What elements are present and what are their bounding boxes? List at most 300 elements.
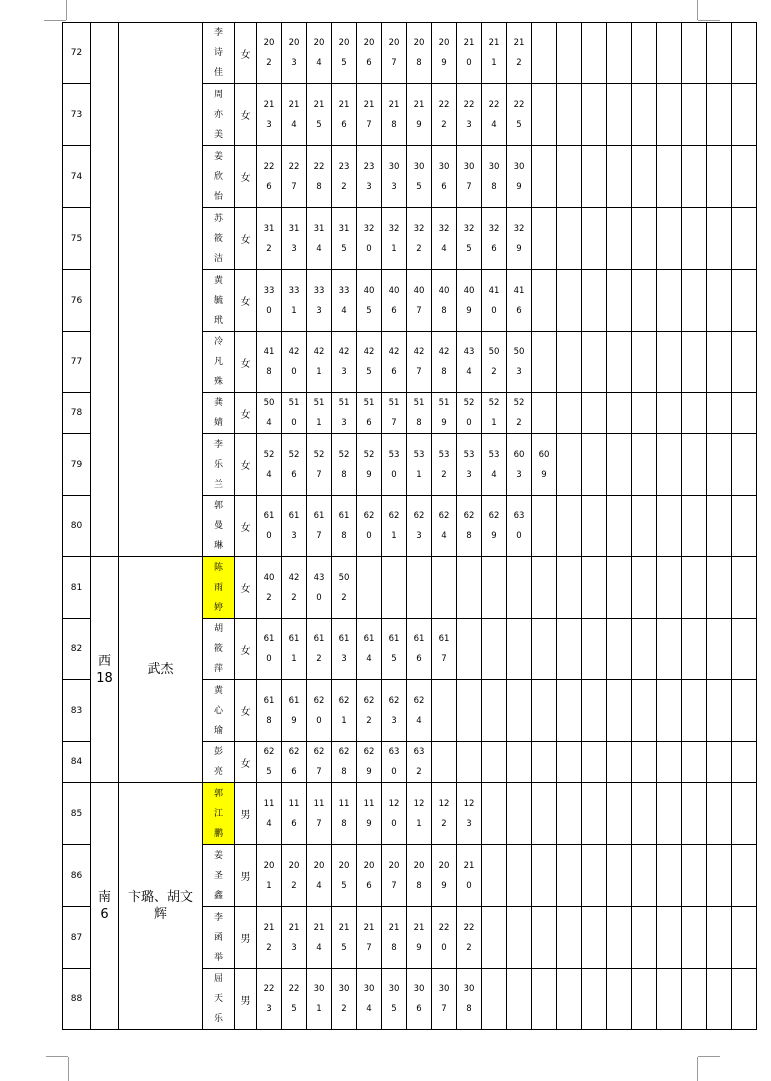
value-digit: 20 (413, 38, 425, 48)
value-digit: 2 (266, 58, 272, 68)
value-digit: 8 (341, 818, 347, 829)
row-number: 72 (63, 23, 91, 84)
value-digit: 30 (388, 984, 400, 994)
value-cell (432, 393, 457, 434)
value-cell (482, 845, 507, 907)
value-digit: 21 (388, 922, 400, 933)
value-cell (557, 434, 582, 496)
value-cell (432, 23, 457, 84)
value-cell (257, 742, 282, 783)
value-cell (532, 619, 557, 680)
name-char: 冷 (213, 337, 223, 347)
value-digit: 2 (441, 119, 447, 130)
value-cell (457, 907, 482, 969)
value-digit: 30 (438, 161, 450, 172)
value-cell (457, 742, 482, 783)
value-cell (682, 969, 707, 1030)
name-char: 陈 (213, 562, 223, 573)
value-cell (432, 496, 457, 557)
value-cell (657, 557, 682, 619)
value-cell (432, 907, 457, 969)
value-digit: 1 (291, 305, 297, 316)
value-digit: 52 (363, 449, 375, 460)
value-digit: 0 (291, 418, 297, 428)
value-cell (582, 208, 607, 270)
value-digit: 3 (516, 367, 522, 377)
value-digit: 33 (263, 285, 275, 296)
value-cell (607, 332, 632, 393)
row-number: 76 (63, 270, 91, 332)
name-char: 胡 (213, 624, 223, 634)
value-digit: 30 (313, 984, 325, 994)
value-cell (532, 496, 557, 557)
value-digit: 4 (316, 243, 322, 254)
value-cell (257, 23, 282, 84)
value-cell (632, 496, 657, 557)
value-digit: 5 (341, 58, 347, 68)
value-digit: 4 (266, 818, 272, 829)
value-cell (657, 146, 682, 208)
value-digit: 9 (516, 181, 522, 192)
value-digit: 1 (391, 243, 397, 254)
area-cell: 西 18 (91, 557, 119, 783)
value-cell (457, 23, 482, 84)
value-digit: 7 (416, 305, 422, 316)
value-digit: 42 (313, 347, 325, 357)
value-digit: 21 (313, 99, 325, 110)
value-cell (532, 23, 557, 84)
name-char: 龚 (213, 398, 223, 408)
value-digit: 51 (338, 398, 350, 408)
value-digit: 60 (538, 449, 550, 460)
value-digit: 0 (391, 469, 397, 480)
value-digit: 41 (488, 285, 500, 296)
value-digit: 3 (391, 715, 397, 726)
value-cell (532, 434, 557, 496)
name-char: 举 (213, 952, 223, 963)
value-digit: 42 (288, 347, 300, 357)
value-cell (482, 23, 507, 84)
value-digit: 12 (413, 798, 425, 809)
value-cell (257, 557, 282, 619)
value-digit: 2 (266, 942, 272, 953)
value-digit: 2 (341, 592, 347, 603)
value-digit: 6 (291, 767, 297, 777)
row-number: 82 (63, 619, 91, 680)
value-cell (732, 907, 757, 969)
value-digit: 20 (438, 860, 450, 871)
value-digit: 32 (438, 223, 450, 234)
value-cell (732, 146, 757, 208)
value-digit: 21 (288, 922, 300, 933)
value-digit: 0 (366, 531, 372, 541)
value-cell (432, 557, 457, 619)
student-name (203, 496, 235, 557)
value-digit: 3 (391, 181, 397, 192)
value-digit: 32 (363, 223, 375, 234)
student-name (203, 557, 235, 619)
name-char: 屈 (213, 974, 223, 984)
value-cell (282, 146, 307, 208)
value-cell (407, 23, 432, 84)
value-digit: 0 (391, 818, 397, 829)
value-digit: 8 (391, 942, 397, 953)
value-digit: 61 (338, 511, 350, 521)
value-cell (707, 146, 732, 208)
value-digit: 6 (416, 654, 422, 664)
value-cell (482, 969, 507, 1030)
value-cell (532, 270, 557, 332)
value-cell (432, 208, 457, 270)
value-digit: 40 (438, 285, 450, 296)
value-cell (407, 742, 432, 783)
name-char: 李 (213, 439, 223, 450)
value-digit: 21 (263, 99, 275, 110)
value-cell (332, 557, 357, 619)
value-cell (457, 393, 482, 434)
crop-mark-top-right-v (697, 0, 698, 20)
value-cell (707, 619, 732, 680)
value-cell (682, 146, 707, 208)
value-cell (482, 208, 507, 270)
value-digit: 40 (463, 285, 475, 296)
value-cell (582, 84, 607, 146)
value-digit: 4 (366, 1004, 372, 1014)
value-digit: 40 (263, 572, 275, 583)
value-cell (582, 783, 607, 845)
name-char: 琳 (213, 541, 223, 551)
name-char: 毓 (213, 295, 223, 306)
value-cell (307, 907, 332, 969)
value-digit: 62 (413, 511, 425, 521)
value-cell (407, 434, 432, 496)
value-cell (732, 557, 757, 619)
row-number: 73 (63, 84, 91, 146)
value-cell (682, 332, 707, 393)
value-cell (407, 208, 432, 270)
name-char: 李 (213, 28, 223, 38)
value-cell (357, 969, 382, 1030)
row-number: 79 (63, 434, 91, 496)
value-cell (307, 619, 332, 680)
name-char: 黄 (213, 275, 223, 286)
value-digit: 51 (388, 398, 400, 408)
name-char: 周 (213, 89, 223, 100)
value-cell (557, 783, 582, 845)
value-digit: 6 (391, 305, 397, 316)
value-cell (307, 680, 332, 742)
value-cell (457, 332, 482, 393)
value-cell (357, 270, 382, 332)
value-cell (632, 146, 657, 208)
value-cell (607, 146, 632, 208)
value-cell (457, 146, 482, 208)
value-digit: 21 (413, 99, 425, 110)
value-cell (557, 496, 582, 557)
value-cell (307, 208, 332, 270)
value-digit: 22 (513, 99, 525, 110)
sex-cell: 女 (235, 434, 257, 496)
value-cell (257, 393, 282, 434)
value-cell (582, 969, 607, 1030)
value-cell (632, 742, 657, 783)
value-cell (732, 619, 757, 680)
value-digit: 7 (366, 942, 372, 953)
value-digit: 20 (413, 860, 425, 871)
value-digit: 11 (288, 798, 300, 809)
value-digit: 62 (263, 747, 275, 757)
value-digit: 1 (291, 654, 297, 664)
value-digit: 52 (488, 398, 500, 408)
value-digit: 32 (388, 223, 400, 234)
value-digit: 20 (263, 38, 275, 48)
value-cell (657, 742, 682, 783)
value-digit: 8 (341, 531, 347, 541)
value-digit: 63 (513, 511, 525, 521)
crop-mark-bottom-right-v (697, 1057, 698, 1081)
value-digit: 0 (316, 592, 322, 603)
value-cell (657, 907, 682, 969)
name-char: 亮 (213, 767, 223, 777)
value-digit: 11 (363, 798, 375, 809)
value-digit: 30 (363, 984, 375, 994)
value-digit: 8 (466, 1004, 472, 1014)
name-char: 筱 (213, 644, 223, 654)
crop-mark-top-left-h (44, 20, 66, 21)
value-digit: 5 (516, 119, 522, 130)
value-cell (282, 742, 307, 783)
value-digit: 33 (288, 285, 300, 296)
value-digit: 33 (313, 285, 325, 296)
value-cell (582, 742, 607, 783)
value-cell (357, 783, 382, 845)
value-digit: 0 (316, 715, 322, 726)
value-digit: 20 (313, 860, 325, 871)
value-digit: 62 (363, 511, 375, 521)
value-digit: 9 (366, 469, 372, 480)
value-cell (732, 393, 757, 434)
value-digit: 21 (513, 38, 525, 48)
value-digit: 3 (291, 942, 297, 953)
row-number: 80 (63, 496, 91, 557)
value-cell (557, 208, 582, 270)
value-digit: 61 (438, 634, 450, 644)
value-cell (307, 270, 332, 332)
name-char: 鹏 (213, 828, 223, 839)
value-cell (482, 496, 507, 557)
value-digit: 53 (388, 449, 400, 460)
value-digit: 6 (291, 469, 297, 480)
sex-cell: 男 (235, 783, 257, 845)
value-digit: 20 (288, 860, 300, 871)
value-digit: 40 (388, 285, 400, 296)
value-digit: 8 (416, 58, 422, 68)
value-cell (507, 332, 532, 393)
value-cell (507, 557, 532, 619)
value-digit: 1 (416, 818, 422, 829)
value-cell (607, 742, 632, 783)
value-digit: 3 (341, 367, 347, 377)
value-digit: 51 (438, 398, 450, 408)
value-digit: 5 (366, 305, 372, 316)
value-cell (507, 680, 532, 742)
value-digit: 9 (466, 305, 472, 316)
value-cell (432, 84, 457, 146)
value-cell (257, 680, 282, 742)
value-cell (657, 84, 682, 146)
value-cell (557, 332, 582, 393)
value-cell (482, 619, 507, 680)
value-cell (457, 680, 482, 742)
value-digit: 0 (466, 58, 472, 68)
value-cell (382, 742, 407, 783)
value-digit: 4 (441, 531, 447, 541)
value-digit: 9 (491, 531, 497, 541)
value-digit: 3 (516, 469, 522, 480)
value-cell (332, 84, 357, 146)
value-cell (682, 496, 707, 557)
value-digit: 50 (513, 347, 525, 357)
student-name (203, 208, 235, 270)
value-digit: 52 (263, 449, 275, 460)
value-digit: 7 (316, 469, 322, 480)
value-cell (732, 84, 757, 146)
value-cell (532, 969, 557, 1030)
value-cell (507, 270, 532, 332)
value-cell (582, 146, 607, 208)
value-cell (707, 23, 732, 84)
name-char: 筱 (213, 233, 223, 244)
value-digit: 53 (488, 449, 500, 460)
value-cell (657, 434, 682, 496)
value-digit: 62 (338, 695, 350, 706)
value-digit: 7 (366, 119, 372, 130)
student-name (203, 332, 235, 393)
crop-mark-bottom-left-v (68, 1057, 69, 1081)
value-cell (732, 742, 757, 783)
value-cell (682, 434, 707, 496)
value-digit: 2 (291, 592, 297, 603)
value-digit: 22 (288, 984, 300, 994)
sex-cell: 女 (235, 208, 257, 270)
value-digit: 32 (513, 223, 525, 234)
value-digit: 6 (391, 367, 397, 377)
value-digit: 0 (366, 243, 372, 254)
value-digit: 7 (316, 818, 322, 829)
value-digit: 1 (266, 880, 272, 891)
value-digit: 9 (441, 418, 447, 428)
value-cell (407, 907, 432, 969)
value-digit: 9 (416, 119, 422, 130)
value-digit: 3 (291, 531, 297, 541)
value-digit: 4 (316, 942, 322, 953)
value-cell (682, 783, 707, 845)
value-cell (357, 680, 382, 742)
value-digit: 6 (341, 119, 347, 130)
value-digit: 62 (363, 695, 375, 706)
value-cell (282, 496, 307, 557)
value-digit: 2 (441, 818, 447, 829)
value-digit: 30 (463, 161, 475, 172)
value-cell (457, 619, 482, 680)
value-digit: 61 (363, 634, 375, 644)
name-char: 萍 (213, 664, 223, 674)
student-name (203, 742, 235, 783)
name-char: 玳 (213, 315, 223, 326)
value-cell (632, 84, 657, 146)
value-digit: 7 (441, 1004, 447, 1014)
value-cell (507, 619, 532, 680)
value-digit: 30 (388, 161, 400, 172)
sex-cell: 女 (235, 23, 257, 84)
value-cell (307, 496, 332, 557)
name-char: 殊 (213, 377, 223, 387)
value-cell (357, 845, 382, 907)
name-char: 乐 (213, 1014, 223, 1024)
value-digit: 0 (266, 531, 272, 541)
value-cell (507, 907, 532, 969)
value-cell (632, 393, 657, 434)
value-digit: 3 (291, 58, 297, 68)
value-cell (432, 619, 457, 680)
value-cell (657, 680, 682, 742)
value-cell (657, 208, 682, 270)
value-digit: 1 (391, 531, 397, 541)
value-cell (532, 146, 557, 208)
sex-cell: 女 (235, 680, 257, 742)
value-cell (307, 23, 332, 84)
value-cell (307, 332, 332, 393)
value-digit: 2 (516, 58, 522, 68)
value-cell (557, 907, 582, 969)
value-digit: 5 (266, 767, 272, 777)
value-cell (557, 557, 582, 619)
name-char: 郭 (213, 788, 223, 799)
value-digit: 12 (463, 798, 475, 809)
value-cell (332, 23, 357, 84)
value-cell (257, 146, 282, 208)
value-cell (507, 845, 532, 907)
crop-mark-bottom-right-h (698, 1056, 720, 1057)
crop-mark-bottom-left-h (46, 1056, 68, 1057)
value-cell (357, 332, 382, 393)
value-cell (707, 680, 732, 742)
value-cell (432, 146, 457, 208)
value-digit: 61 (288, 695, 300, 706)
value-digit: 2 (316, 654, 322, 664)
table-row (63, 783, 757, 845)
value-cell (282, 783, 307, 845)
value-digit: 3 (341, 654, 347, 664)
value-digit: 9 (441, 880, 447, 891)
value-digit: 42 (388, 347, 400, 357)
value-cell (632, 23, 657, 84)
value-cell (582, 434, 607, 496)
value-cell (257, 332, 282, 393)
value-cell (657, 393, 682, 434)
value-cell (707, 907, 732, 969)
value-digit: 9 (516, 243, 522, 254)
value-cell (282, 23, 307, 84)
value-digit: 12 (438, 798, 450, 809)
value-digit: 61 (263, 634, 275, 644)
value-digit: 2 (291, 880, 297, 891)
value-cell (507, 23, 532, 84)
value-digit: 30 (413, 161, 425, 172)
value-cell (332, 496, 357, 557)
value-digit: 23 (363, 161, 375, 172)
value-cell (357, 146, 382, 208)
